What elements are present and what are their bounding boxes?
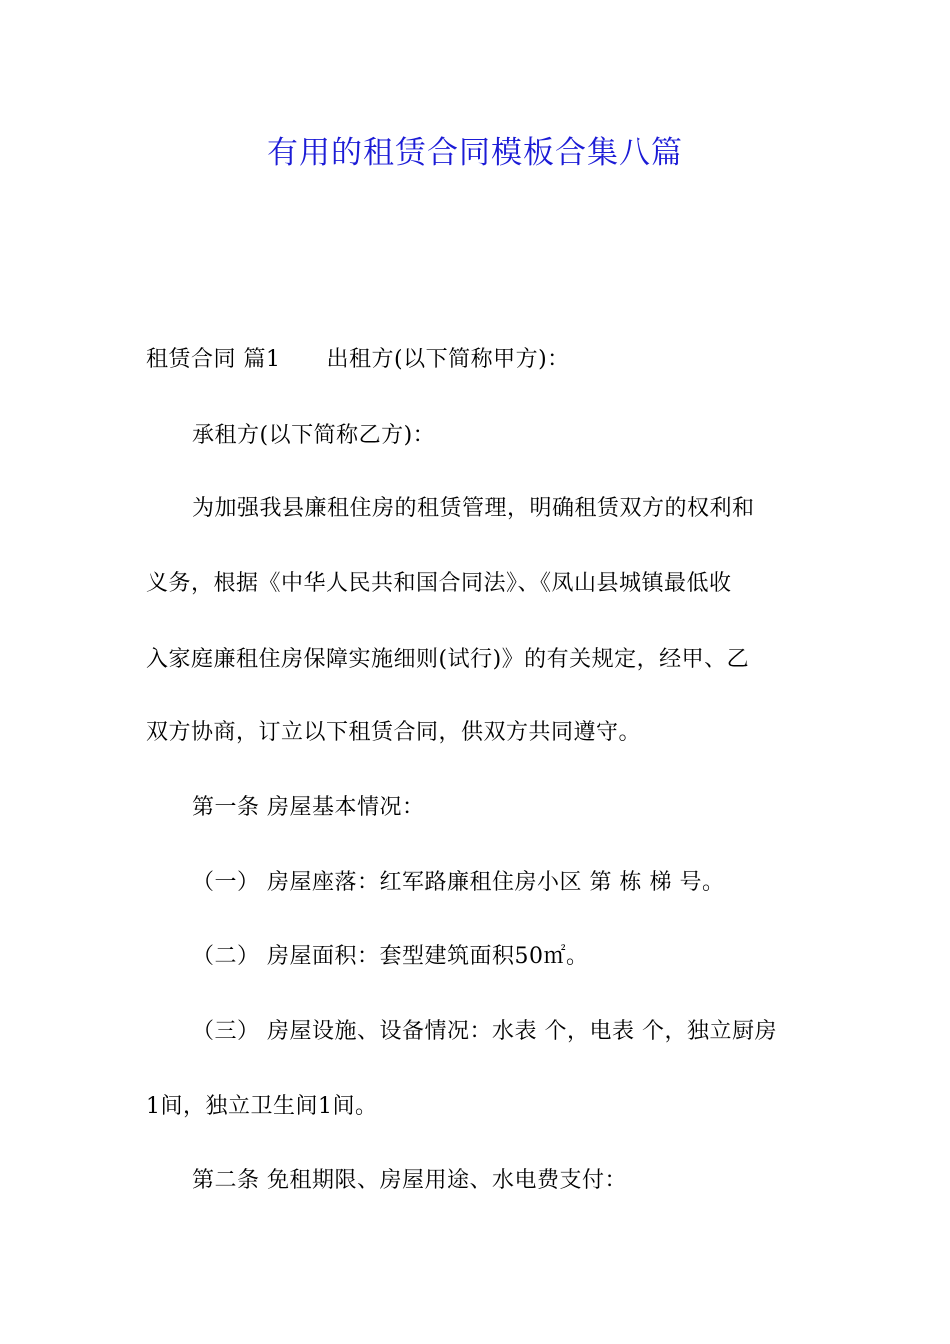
lessor-label: 出租方(以下简称甲方)： bbox=[326, 347, 570, 372]
clause-facilities-cont: 1间，独立卫生间1间。 bbox=[146, 1094, 378, 1119]
paragraph-line-1 bbox=[146, 340, 826, 380]
paragraph-line-3: 为加强我县廉租住房的租赁管理，明确租赁双方的权利和 bbox=[192, 496, 755, 521]
article-two-heading: 第二条 免租期限、房屋用途、水电费支付： bbox=[192, 1168, 627, 1193]
article-one-heading: 第一条 房屋基本情况： bbox=[192, 795, 425, 820]
clause-location: （一） 房屋座落：红军路廉租住房小区 第 栋 梯 号。 bbox=[192, 870, 725, 895]
clause-facilities: （三） 房屋设施、设备情况：水表 个，电表 个，独立厨房 bbox=[192, 1019, 777, 1044]
paragraph-line-4: 义务，根据《中华人民共和国合同法》、《凤山县城镇最低收 bbox=[146, 571, 732, 596]
paragraph-line-5: 入家庭廉租住房保障实施细则(试行)》的有关规定，经甲、乙 bbox=[146, 647, 750, 672]
section-label: 租赁合同 篇1 bbox=[146, 347, 281, 372]
paragraph-line-6: 双方协商，订立以下租赁合同，供双方共同遵守。 bbox=[146, 720, 642, 745]
document-title: 有用的租赁合同模板合集八篇 bbox=[267, 135, 683, 171]
clause-area: （二） 房屋面积：套型建筑面积50㎡。 bbox=[192, 944, 589, 969]
lessee-line: 承租方(以下简称乙方)： bbox=[192, 423, 436, 448]
